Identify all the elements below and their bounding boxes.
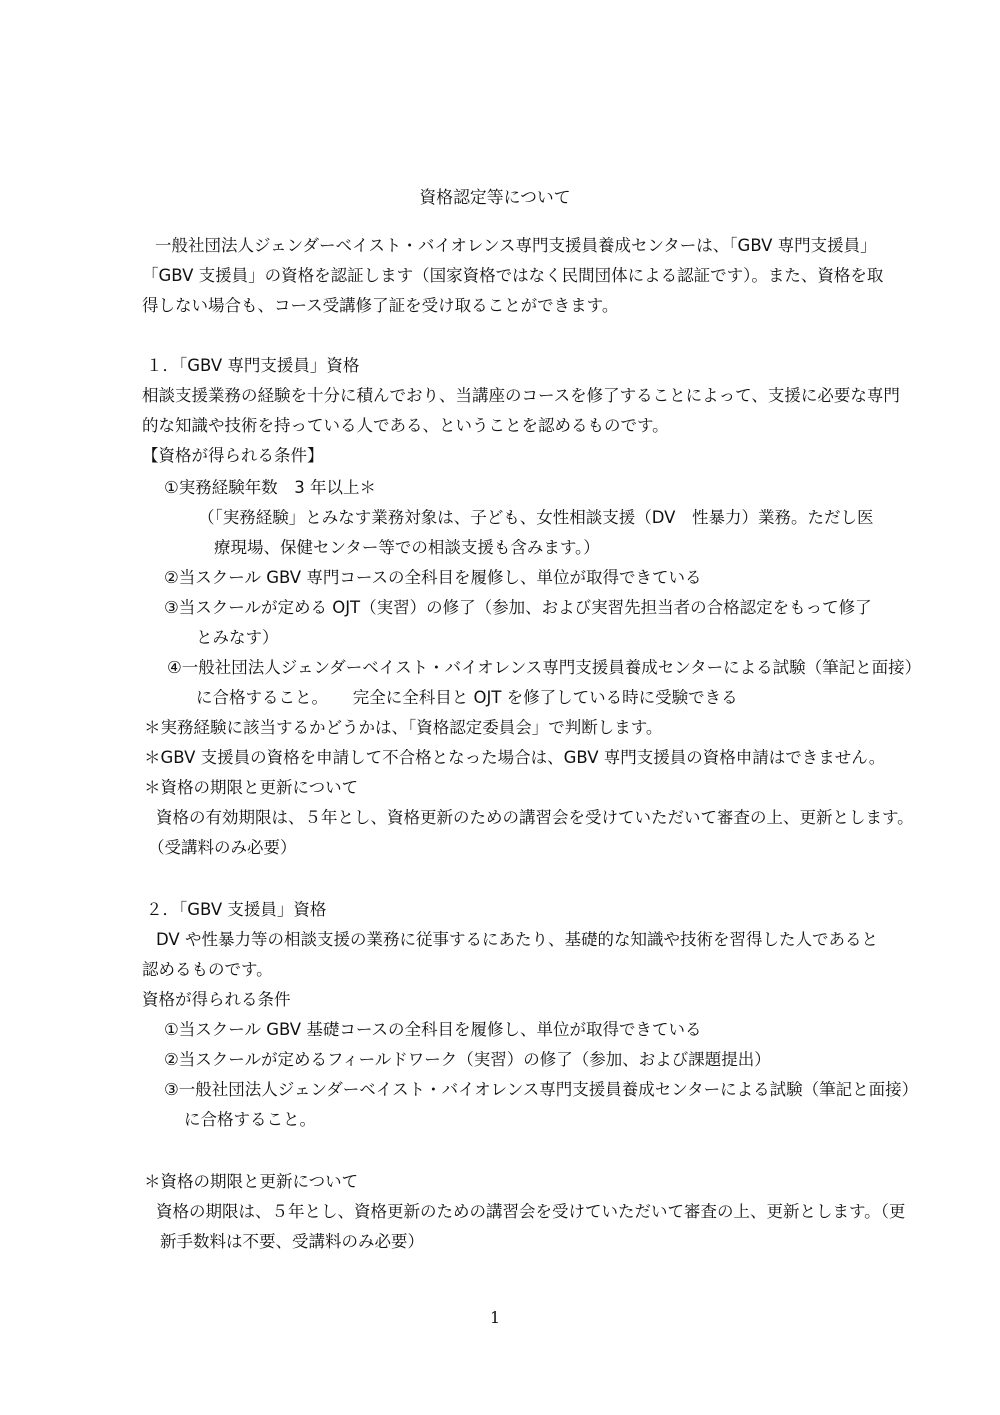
section2-condition-3: ③一般社団法人ジェンダーベイスト・バイオレンス専門支援員養成センターによる試験（筆記と面接） — [164, 1080, 919, 1099]
section1-condition-1-note-1: （「実務経験」とみなす業務対象は、子ども、女性相談支援（DV 性暴力）業務。ただし医 — [198, 508, 874, 527]
section2-condition-2: ②当スクールが定めるフィールドワーク（実習）の修了（参加、および課題提出） — [164, 1050, 771, 1069]
page-title: 資格認定等について — [419, 188, 571, 208]
section1-condition-4: ④一般社団法人ジェンダーベイスト・バイオレンス専門支援員養成センターによる試験（筆記と面接） — [167, 658, 922, 677]
section1-condition-3: ③当スクールが定める OJT（実習）の修了（参加、および実習先担当者の合格認定をもって修了 — [164, 598, 872, 617]
section1-note-1: ＊実務経験に該当するかどうかは、「資格認定委員会」で判断します。 — [144, 718, 663, 737]
intro-line-1: 一般社団法人ジェンダーベイスト・バイオレンス専門支援員養成センターは、「GBV 専門支援員」 — [155, 236, 877, 255]
section2-description-line-1: DV や性暴力等の相談支援の業務に従事するにあたり、基礎的な知識や技術を習得した人であると — [156, 930, 878, 949]
section1-renewal-line-2: （受講料のみ必要） — [148, 838, 297, 857]
section1-condition-1-note-2: 療現場、保健センター等での相談支援も含みます。） — [214, 538, 600, 557]
section2-conditions-heading: 資格が得られる条件 — [142, 990, 291, 1009]
section2-description-line-2: 認めるものです。 — [142, 960, 273, 979]
page-number: 1 — [489, 1308, 501, 1327]
intro-line-3: 得しない場合も、コース受講修了証を受け取ることができます。 — [142, 296, 619, 315]
section1-note-3: ＊資格の期限と更新について — [144, 778, 359, 797]
section2-renewal-line-2: 新手数料は不要、受講料のみ必要） — [160, 1232, 424, 1251]
section1-condition-2: ②当スクール GBV 専門コースの全科目を履修し、単位が取得できている — [164, 568, 702, 587]
section1-description-line-2: 的な知識や技術を持っている人である、ということを認めるものです。 — [142, 416, 669, 435]
section2-renewal-heading: ＊資格の期限と更新について — [144, 1172, 359, 1191]
section2-renewal-line-1: 資格の期限は、５年とし、資格更新のための講習会を受けていただいて審査の上、更新とします。（更 — [156, 1202, 906, 1221]
section2-heading: ２．「GBV 支援員」資格 — [146, 900, 327, 919]
section1-condition-3-cont: とみなす） — [196, 628, 279, 647]
section2-condition-1: ①当スクール GBV 基礎コースの全科目を履修し、単位が取得できている — [164, 1020, 702, 1039]
section1-condition-4-cont: に合格すること。 完全に全科目と OJT を修了している時に受験できる — [196, 688, 738, 707]
section1-renewal-line-1: 資格の有効期限は、５年とし、資格更新のための講習会を受けていただいて審査の上、更新とします。 — [156, 808, 914, 827]
section1-condition-1: ①実務経験年数 3 年以上＊ — [164, 478, 377, 497]
section1-description-line-1: 相談支援業務の経験を十分に積んでおり、当講座のコースを修了することによって、支援に必要な専門 — [142, 386, 900, 405]
section1-heading: １．「GBV 専門支援員」資格 — [146, 356, 360, 375]
section1-conditions-heading: 【資格が得られる条件】 — [142, 446, 324, 465]
section1-note-2: ＊GBV 支援員の資格を申請して不合格となった場合は、GBV 専門支援員の資格申請はできません。 — [144, 748, 886, 767]
intro-line-2: 「GBV 支援員」の資格を認証します（国家資格ではなく民間団体による認証です）。また、資格を取 — [142, 266, 884, 285]
section2-condition-3-cont: に合格すること。 — [184, 1110, 316, 1129]
